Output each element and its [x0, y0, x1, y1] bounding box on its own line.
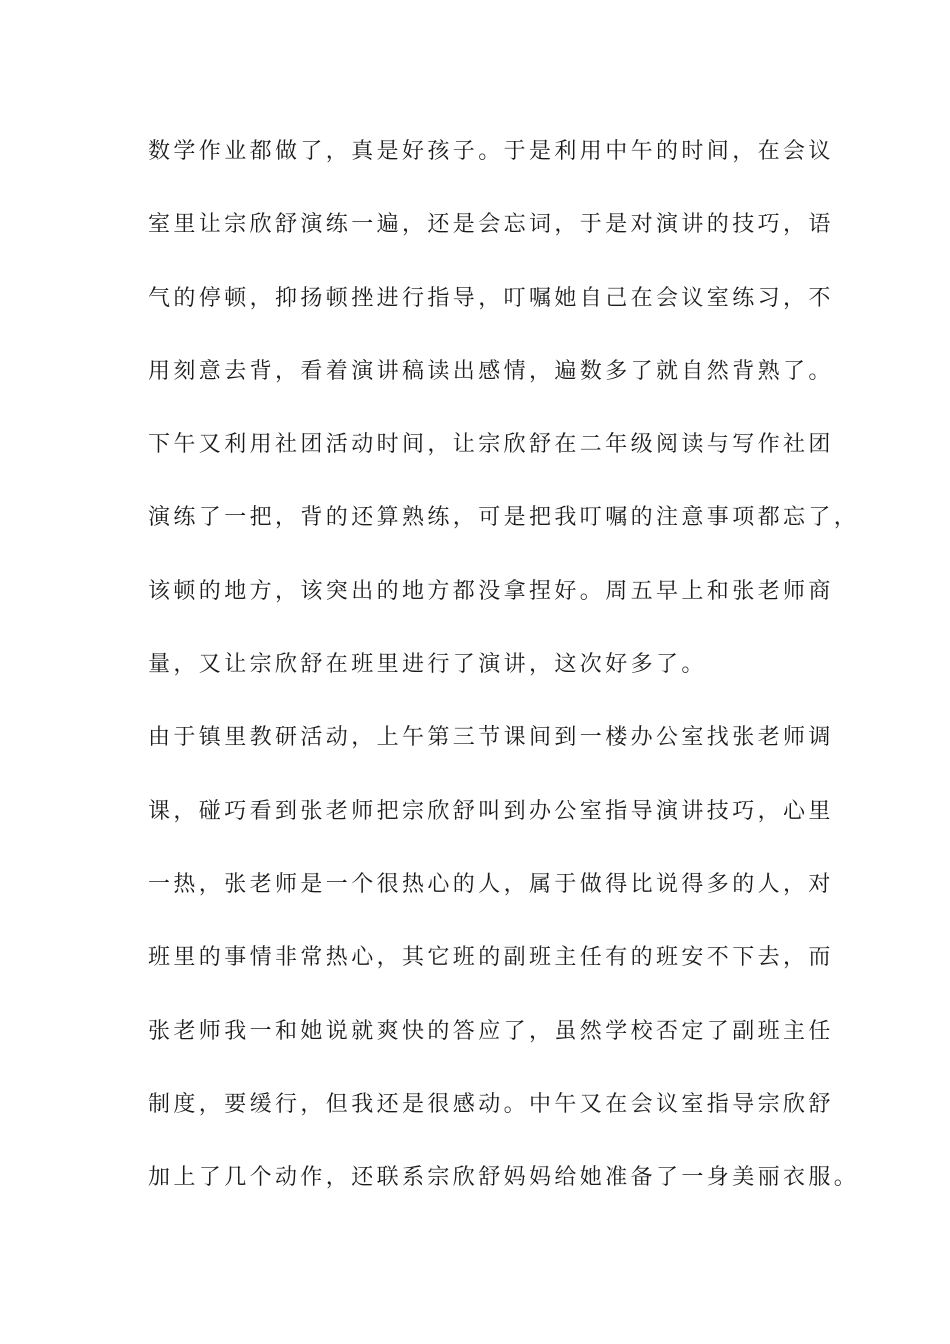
- text-line-6: 演练了一把，背的还算熟练，可是把我叮嘱的注意事项都忘了，: [148, 505, 860, 531]
- text-line-2: 室里让宗欣舒演练一遍，还是会忘词，于是对演讲的技巧，语: [148, 212, 834, 238]
- text-line-1: 数学作业都做了，真是好孩子。于是利用中午的时间，在会议: [148, 139, 834, 164]
- text-line-14: 制度，要缓行，但我还是很感动。中午又在会议室指导宗欣舒: [148, 1091, 834, 1117]
- text-line-5: 下午又利用社团活动时间，让宗欣舒在二年级阅读与写作社团: [148, 432, 834, 458]
- text-line-15: 加上了几个动作，还联系宗欣舒妈妈给她准备了一身美丽衣服。: [148, 1165, 860, 1191]
- text-line-4: 用刻意去背，看着演讲稿读出感情，遍数多了就自然背熟了。: [148, 358, 834, 384]
- text-line-10: 课，碰巧看到张老师把宗欣舒叫到办公室指导演讲技巧，心里: [148, 798, 834, 824]
- text-line-8: 量，又让宗欣舒在班里进行了演讲，这次好多了。: [148, 652, 707, 678]
- text-line-11: 一热，张老师是一个很热心的人，属于做得比说得多的人，对: [148, 871, 834, 897]
- text-line-7: 该顿的地方，该突出的地方都没拿捏好。周五早上和张老师商: [148, 578, 834, 604]
- text-line-3: 气的停顿，抑扬顿挫进行指导，叮嘱她自己在会议室练习，不: [148, 285, 834, 311]
- text-line-13: 张老师我一和她说就爽快的答应了，虽然学校否定了副班主任: [148, 1018, 834, 1044]
- text-line-12: 班里的事情非常热心，其它班的副班主任有的班安不下去，而: [148, 945, 834, 971]
- text-line-9: 由于镇里教研活动，上午第三节课间到一楼办公室找张老师调: [148, 725, 834, 751]
- body-text: [148, 133, 860, 1232]
